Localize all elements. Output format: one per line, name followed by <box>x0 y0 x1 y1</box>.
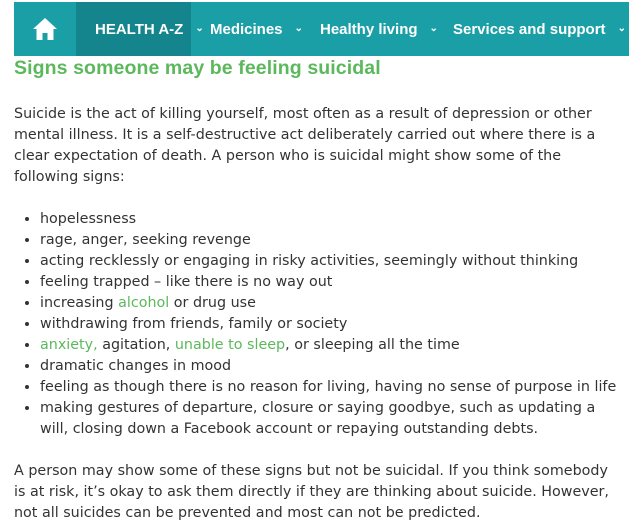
alcohol-link[interactable]: alcohol <box>118 295 170 311</box>
nav-label: Medicines <box>210 20 283 38</box>
nav-label: HEALTH A-Z <box>95 20 184 38</box>
home-button[interactable] <box>14 2 76 56</box>
nav-health-a-z[interactable] <box>76 2 204 56</box>
list-item <box>40 335 619 356</box>
intro-paragraph: Suicide is the act of killing yourself, most often as a result of depression or other mental illness. It is a self-destructive act deliberately carried out where there is a clear expectation of death. A person who is suicidal might show some of the following signs: <box>14 106 596 185</box>
page-title: Signs someone may be feeling suicidal <box>14 57 381 79</box>
nav-label: Services and support <box>453 20 606 38</box>
text: , or sleeping all the time <box>285 337 460 353</box>
chevron-down-icon: ⌄ <box>195 22 204 34</box>
article-body <box>14 104 619 524</box>
list-item: • feeling trapped – like there is no way out <box>40 272 619 293</box>
signs-list <box>14 209 619 440</box>
list-item: • dramatic changes in mood <box>40 356 619 377</box>
list-item: • feeling as though there is no reason for living, having no sense of purpose in life <box>40 377 619 398</box>
text: or drug use <box>169 295 256 311</box>
list-item: • withdrawing from friends, family or society <box>40 314 619 335</box>
list-item: • rage, anger, seeking revenge <box>40 230 619 251</box>
unable-to-sleep-link[interactable]: unable to sleep <box>174 337 286 353</box>
anxiety-link[interactable]: anxiety, <box>40 337 98 353</box>
nav-medicines[interactable] <box>191 2 301 56</box>
closing-paragraph: A person may show some of these signs but not be suicidal. If you think somebody is at risk, it’s okay to ask them directly if they are thinking about suicide. However, not all suicides can be prevented and most can not be predicted. <box>14 463 609 521</box>
list-item: • making gestures of departure, closure or saying goodbye, such as updating a will, closing down a Facebook account or repaying outstanding debts. <box>40 398 619 440</box>
list-item <box>40 293 619 314</box>
chevron-down-icon: ⌄ <box>429 22 438 34</box>
text: increasing <box>40 295 119 311</box>
nav-healthy-living[interactable] <box>301 2 438 56</box>
chevron-down-icon: ⌄ <box>294 22 303 34</box>
main-nav <box>14 2 629 56</box>
list-item: • hopelessness <box>40 209 619 230</box>
nav-services-and-support[interactable] <box>434 2 629 56</box>
chevron-down-icon: ⌄ <box>617 22 626 34</box>
text: agitation, <box>97 337 175 353</box>
home-icon <box>32 17 58 41</box>
list-item: • acting recklessly or engaging in risky activities, seemingly without thinking <box>40 251 619 272</box>
nav-label: Healthy living <box>320 20 418 38</box>
